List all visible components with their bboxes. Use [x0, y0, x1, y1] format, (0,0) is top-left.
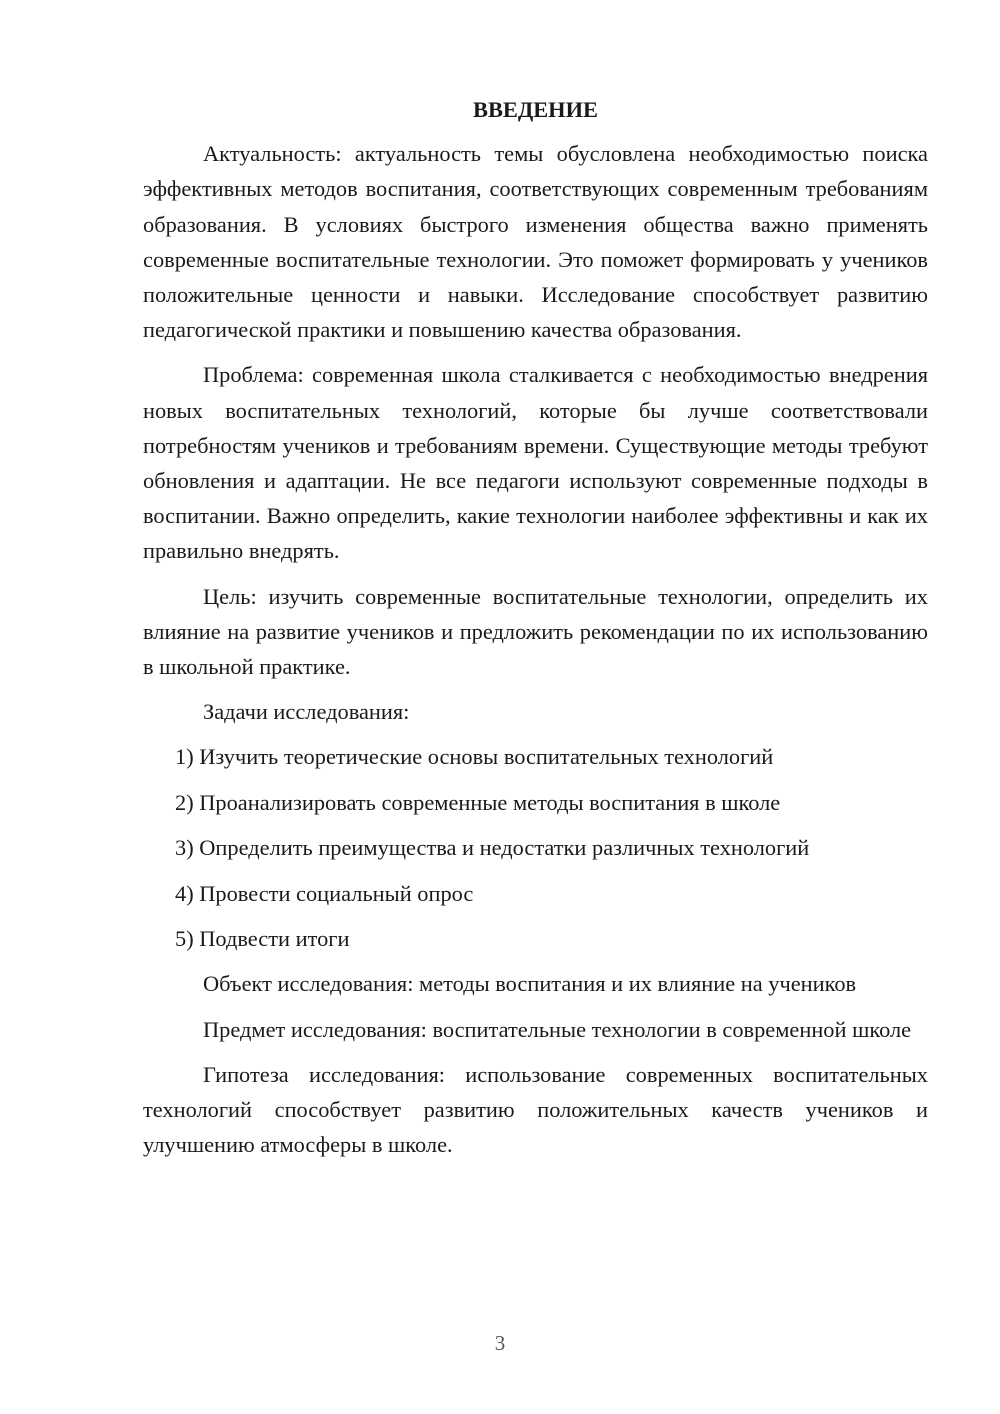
task-item-5: 5) Подвести итоги: [175, 926, 350, 952]
page-title: ВВЕДЕНИЕ: [473, 97, 598, 122]
task-item-2: 2) Проанализировать современные методы воспитания в школе: [175, 789, 781, 815]
problem-paragraph: Проблема: современная школа сталкивается с необходимостью внедрения новых воспитательных технологий, которые бы лучше соответствовали потребностям учеников и требованиям времени. Существующие методы требуют обновления и адаптации. Не все педагоги используют современные подходы в воспитании. Важно определить, какие технологии наиболее эффективны и как их правильно внедрять.: [143, 362, 928, 564]
relevance-paragraph: Актуальность: актуальность темы обусловлена необходимостью поиска эффективных методов воспитания, соответствующих современным требованиям образования. В условиях быстрого изменения общества важно применять современные воспитательные технологии. Это поможет формировать у учеников положительные ценности и навыки. Исследование способствует развитию педагогической практики и повышению качества образования.: [143, 141, 928, 343]
document-page: [143, 92, 928, 1172]
page-number: 3: [494, 1331, 506, 1355]
tasks-list: [143, 739, 928, 956]
task-item-4: 4) Провести социальный опрос: [175, 880, 474, 906]
hypothesis-paragraph: Гипотеза исследования: использование современных воспитательных технологий способствует развитию положительных качеств учеников и улучшению атмосферы в школе.: [143, 1061, 928, 1158]
object-paragraph: Объект исследования: методы воспитания и их влияние на учеников: [203, 971, 857, 997]
goal-paragraph: Цель: изучить современные воспитательные технологии, определить их влияние на развитие учеников и предложить рекомендации по их использованию в школьной практике.: [143, 583, 928, 680]
task-item-1: 1) Изучить теоретические основы воспитательных технологий: [175, 744, 774, 770]
task-item-3: 3) Определить преимущества и недостатки различных технологий: [175, 835, 810, 861]
tasks-heading: Задачи исследования:: [203, 699, 410, 725]
subject-paragraph: Предмет исследования: воспитательные технологии в современной школе: [203, 1016, 912, 1042]
